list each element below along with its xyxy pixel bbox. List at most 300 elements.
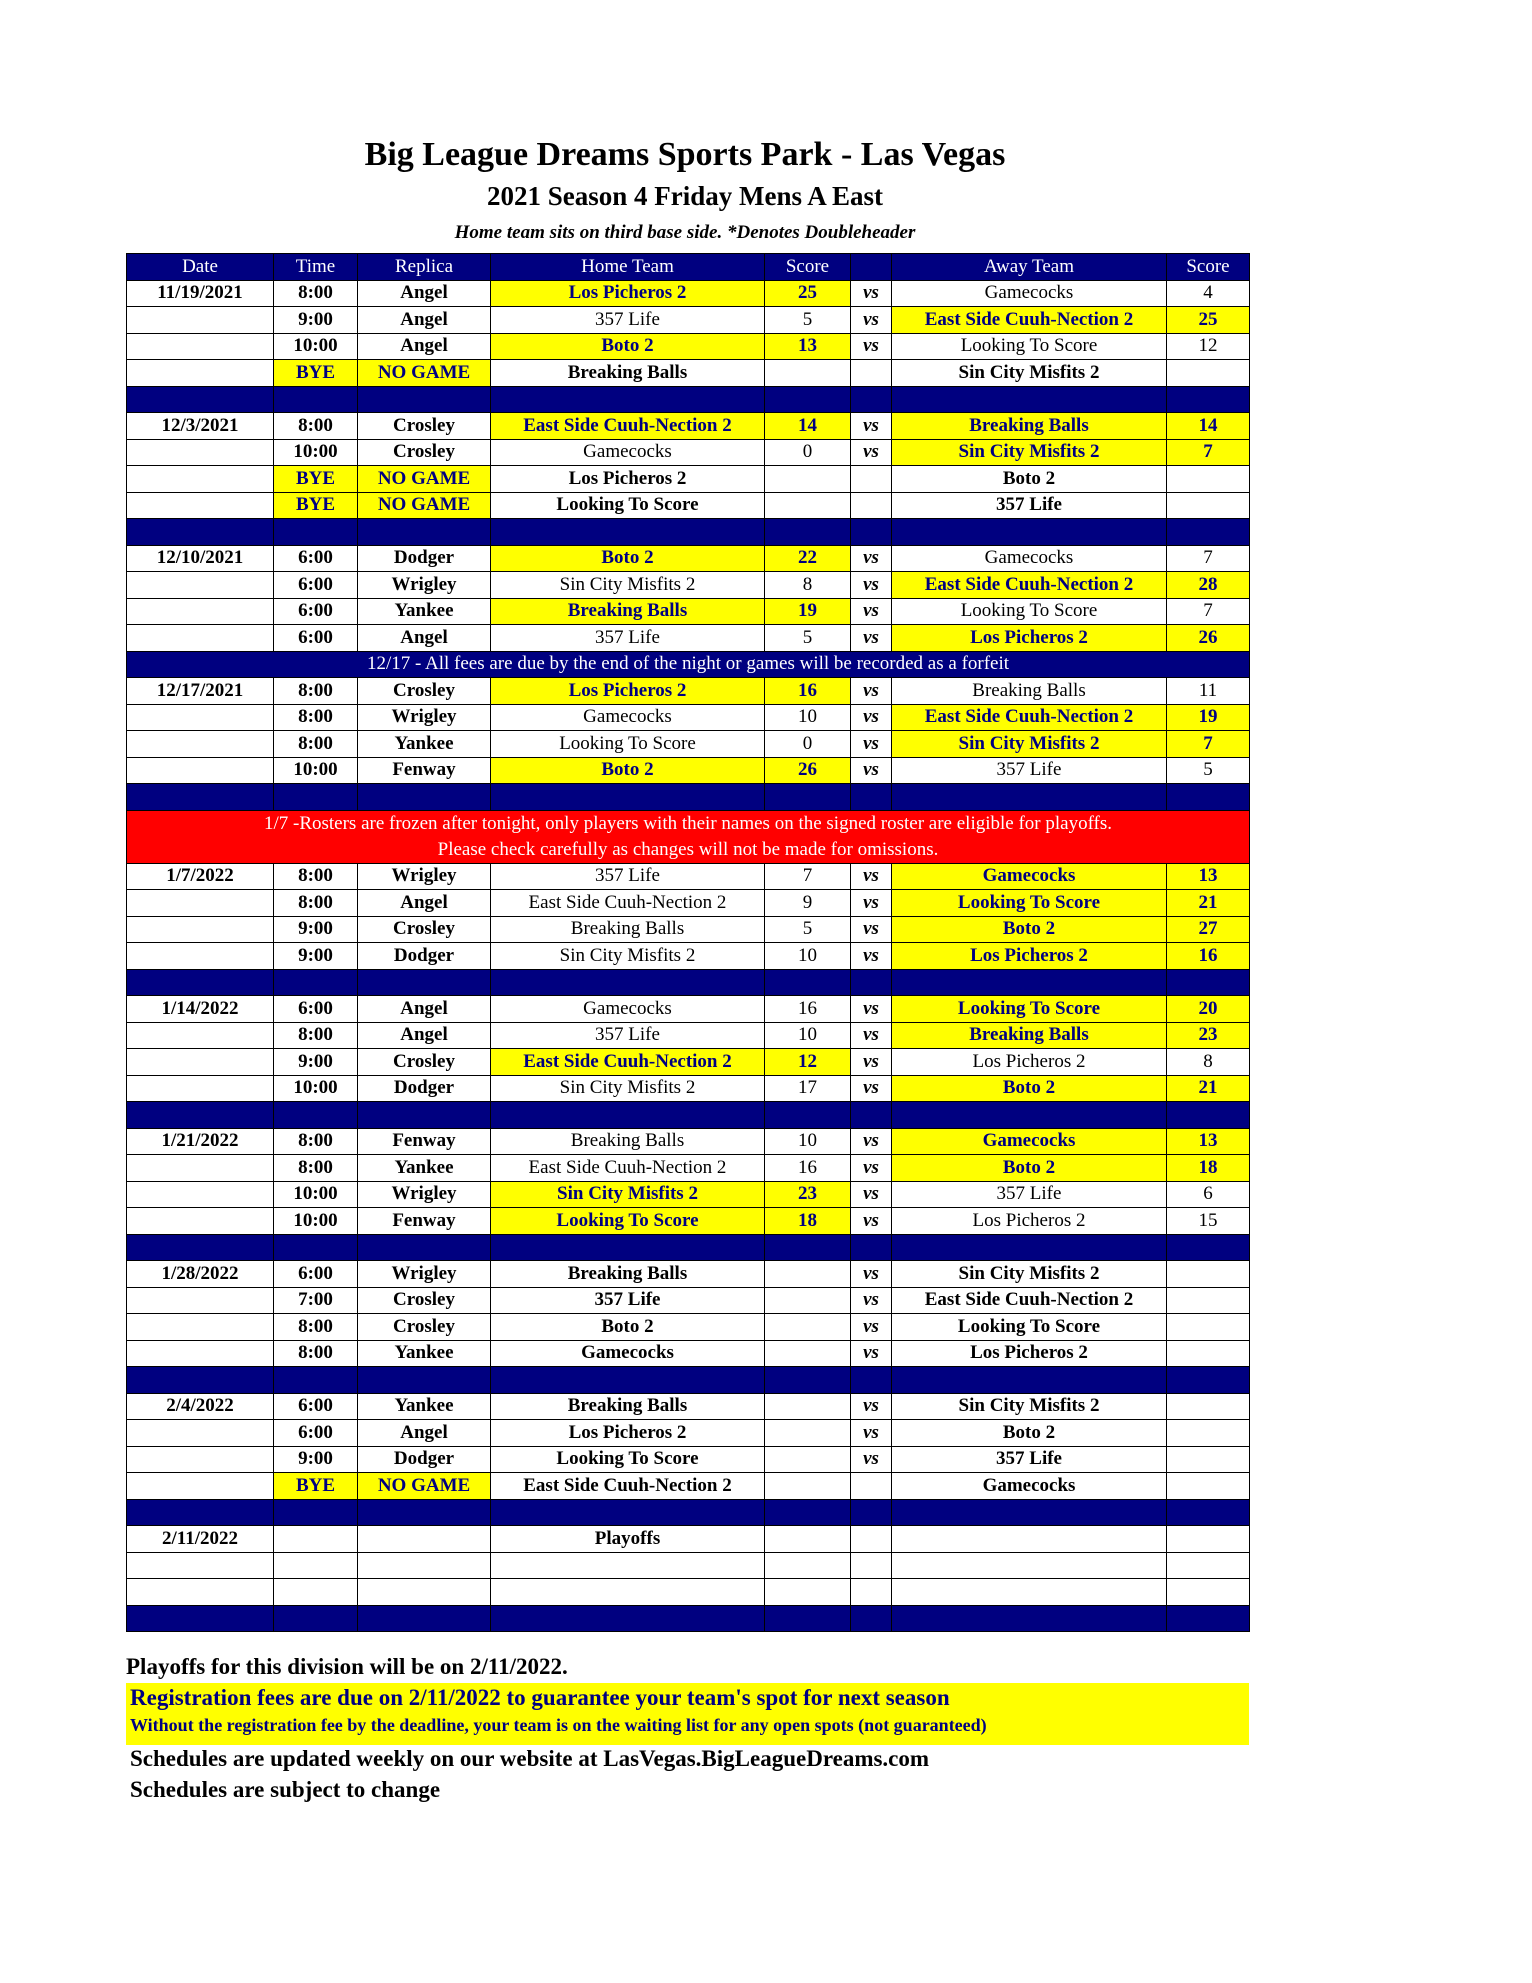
home-score: 22 [765, 545, 851, 572]
scheduled-game-row [127, 1287, 1250, 1314]
home-score: 18 [765, 1208, 851, 1235]
home-score: 0 [765, 731, 851, 758]
vs-label: vs [851, 916, 892, 943]
home-score: 13 [765, 333, 851, 360]
game-row [127, 1181, 1250, 1208]
bye-team-2: 357 Life [892, 492, 1167, 519]
home-score: 16 [765, 678, 851, 705]
game-date [127, 466, 274, 493]
empty-cell [491, 1579, 765, 1606]
playoffs-label: Playoffs [491, 1526, 765, 1553]
field-replica: Crosley [358, 678, 491, 705]
field-replica: Dodger [358, 545, 491, 572]
game-date [127, 1049, 274, 1076]
field-replica: Angel [358, 1022, 491, 1049]
home-score: 10 [765, 704, 851, 731]
empty-cell [127, 1552, 274, 1579]
home-team: East Side Cuuh-Nection 2 [491, 413, 765, 440]
separator-cell [274, 386, 358, 413]
field-replica: Angel [358, 307, 491, 334]
scheduled-game-row [127, 1314, 1250, 1341]
field-replica: Angel [358, 333, 491, 360]
vs-label: vs [851, 280, 892, 307]
schedule-change-note: Schedules are subject to change [130, 1777, 441, 1802]
playoffs-note: Playoffs for this division will be on 2/11/2022. [126, 1654, 568, 1679]
separator-cell [358, 784, 491, 811]
home-team: Boto 2 [491, 333, 765, 360]
away-team: Boto 2 [892, 1075, 1167, 1102]
field-replica: Fenway [358, 1208, 491, 1235]
week-separator-row [127, 1234, 1250, 1261]
away-team: East Side Cuuh-Nection 2 [892, 1287, 1167, 1314]
home-score: 5 [765, 307, 851, 334]
vs-label: vs [851, 757, 892, 784]
game-date: 1/7/2022 [127, 863, 274, 890]
separator-cell [127, 1499, 274, 1526]
away-score: 7 [1167, 598, 1250, 625]
vs-label: vs [851, 1340, 892, 1367]
away-team: Los Picheros 2 [892, 1208, 1167, 1235]
home-team: East Side Cuuh-Nection 2 [491, 1049, 765, 1076]
field-replica: Fenway [358, 1128, 491, 1155]
header-row [127, 254, 1250, 281]
away-team: Looking To Score [892, 996, 1167, 1023]
game-date [127, 598, 274, 625]
game-date [127, 943, 274, 970]
separator-cell [892, 1102, 1167, 1129]
col-header-away-team: Away Team [892, 254, 1167, 281]
game-row [127, 280, 1250, 307]
game-time: 6:00 [274, 1261, 358, 1288]
week-separator-row [127, 386, 1250, 413]
home-score [765, 1287, 851, 1314]
separator-cell [358, 1367, 491, 1394]
col-header-date: Date [127, 254, 274, 281]
empty-cell [851, 1579, 892, 1606]
game-date [127, 1340, 274, 1367]
away-score [1167, 1314, 1250, 1341]
home-score [765, 492, 851, 519]
home-score: 14 [765, 413, 851, 440]
away-score: 27 [1167, 916, 1250, 943]
week-separator-row [127, 1367, 1250, 1394]
game-date [127, 757, 274, 784]
field-replica: Wrigley [358, 1181, 491, 1208]
field-replica: Crosley [358, 1314, 491, 1341]
field-replica: Angel [358, 996, 491, 1023]
scheduled-game-row [127, 1261, 1250, 1288]
home-team: Breaking Balls [491, 1393, 765, 1420]
home-score [765, 1393, 851, 1420]
away-score: 13 [1167, 863, 1250, 890]
bye-team-1: Breaking Balls [491, 360, 765, 387]
game-time: 10:00 [274, 1181, 358, 1208]
fees-notice-row [127, 651, 1250, 678]
vs-label: vs [851, 1393, 892, 1420]
roster-notice-line-2: Please check carefully as changes will not be made for omissions. [437, 838, 939, 860]
field-replica: Wrigley [358, 1261, 491, 1288]
vs-label: vs [851, 413, 892, 440]
game-row [127, 863, 1250, 890]
roster-notice [127, 810, 1250, 863]
away-team: Looking To Score [892, 890, 1167, 917]
separator-cell [274, 1605, 358, 1632]
vs-label: vs [851, 678, 892, 705]
away-team: Sin City Misfits 2 [892, 1261, 1167, 1288]
vs-label: vs [851, 731, 892, 758]
game-date [127, 1075, 274, 1102]
away-team: 357 Life [892, 757, 1167, 784]
game-date [127, 1022, 274, 1049]
game-time: 7:00 [274, 1287, 358, 1314]
vs-label: vs [851, 1208, 892, 1235]
home-team: 357 Life [491, 1022, 765, 1049]
game-time: 6:00 [274, 1393, 358, 1420]
empty-cell [127, 1579, 274, 1606]
away-score: 16 [1167, 943, 1250, 970]
game-row [127, 1049, 1250, 1076]
game-date [127, 1208, 274, 1235]
away-team: Looking To Score [892, 1314, 1167, 1341]
vs-label: vs [851, 1446, 892, 1473]
field-replica: Crosley [358, 916, 491, 943]
empty-cell [274, 1579, 358, 1606]
home-team: 357 Life [491, 863, 765, 890]
separator-cell [127, 784, 274, 811]
website-note: Schedules are updated weekly on our website at LasVegas.BigLeagueDreams.com [130, 1746, 930, 1771]
game-date [127, 731, 274, 758]
separator-cell [851, 386, 892, 413]
home-score: 0 [765, 439, 851, 466]
away-score [1167, 1446, 1250, 1473]
home-team: Breaking Balls [491, 1128, 765, 1155]
away-score: 13 [1167, 1128, 1250, 1155]
field-replica: Crosley [358, 1287, 491, 1314]
away-score [1167, 1261, 1250, 1288]
separator-cell [358, 1234, 491, 1261]
col-header-replica: Replica [358, 254, 491, 281]
field-replica: Yankee [358, 1155, 491, 1182]
col-header-home-score: Score [765, 254, 851, 281]
bye-label: BYE [274, 1473, 358, 1500]
game-time: 6:00 [274, 598, 358, 625]
field-replica: Wrigley [358, 704, 491, 731]
game-time: 8:00 [274, 280, 358, 307]
game-time: 10:00 [274, 757, 358, 784]
separator-cell [127, 386, 274, 413]
separator-cell [765, 1605, 851, 1632]
separator-cell [274, 1234, 358, 1261]
empty-cell [1167, 1526, 1250, 1553]
empty-cell [358, 1552, 491, 1579]
home-team-note: Home team sits on third base side. *Denotes Doubleheader [454, 222, 916, 243]
empty-cell [892, 1579, 1167, 1606]
home-score [765, 1340, 851, 1367]
playoff-row [127, 1526, 1250, 1553]
empty-cell [892, 1552, 1167, 1579]
game-date: 1/28/2022 [127, 1261, 274, 1288]
vs-label: vs [851, 1287, 892, 1314]
game-time: 8:00 [274, 704, 358, 731]
separator-cell [274, 784, 358, 811]
away-team: Gamecocks [892, 545, 1167, 572]
game-row [127, 439, 1250, 466]
game-row [127, 704, 1250, 731]
vs-label: vs [851, 598, 892, 625]
away-team: Boto 2 [892, 1155, 1167, 1182]
away-score [1167, 1420, 1250, 1447]
game-row [127, 1208, 1250, 1235]
away-score: 14 [1167, 413, 1250, 440]
away-score: 7 [1167, 545, 1250, 572]
game-time: 6:00 [274, 1420, 358, 1447]
vs-label: vs [851, 572, 892, 599]
scheduled-game-row [127, 1340, 1250, 1367]
no-game-label: NO GAME [358, 1473, 491, 1500]
home-team: East Side Cuuh-Nection 2 [491, 1473, 765, 1500]
away-team: East Side Cuuh-Nection 2 [892, 572, 1167, 599]
scheduled-game-row [127, 1446, 1250, 1473]
game-time: 9:00 [274, 916, 358, 943]
separator-cell [765, 519, 851, 546]
separator-cell [892, 1367, 1167, 1394]
game-row [127, 413, 1250, 440]
away-team: Los Picheros 2 [892, 1049, 1167, 1076]
separator-cell [127, 1605, 274, 1632]
game-time: 10:00 [274, 1208, 358, 1235]
game-row [127, 890, 1250, 917]
home-score: 7 [765, 863, 851, 890]
home-team: Sin City Misfits 2 [491, 1181, 765, 1208]
separator-cell [765, 386, 851, 413]
game-time: 9:00 [274, 943, 358, 970]
bye-label: BYE [274, 360, 358, 387]
field-replica: Yankee [358, 598, 491, 625]
vs-label: vs [851, 863, 892, 890]
game-date: 12/10/2021 [127, 545, 274, 572]
game-row [127, 307, 1250, 334]
game-row [127, 943, 1250, 970]
away-team: Breaking Balls [892, 1022, 1167, 1049]
away-team: Looking To Score [892, 598, 1167, 625]
field-replica: Crosley [358, 413, 491, 440]
bye-label: BYE [274, 492, 358, 519]
away-score [1167, 1473, 1250, 1500]
game-row [127, 1075, 1250, 1102]
bye-team-1: Los Picheros 2 [491, 466, 765, 493]
separator-cell [892, 1499, 1167, 1526]
away-team: Gamecocks [892, 863, 1167, 890]
page-subtitle: 2021 Season 4 Friday Mens A East [486, 181, 884, 211]
separator-cell [892, 1605, 1167, 1632]
empty-cell [851, 1526, 892, 1553]
blank-row [127, 1579, 1250, 1606]
empty-cell [358, 1579, 491, 1606]
game-date [127, 890, 274, 917]
scheduled-game-row [127, 1420, 1250, 1447]
game-time: 6:00 [274, 545, 358, 572]
home-team: Los Picheros 2 [491, 1420, 765, 1447]
separator-cell [892, 519, 1167, 546]
field-replica: Yankee [358, 1393, 491, 1420]
separator-cell [491, 1605, 765, 1632]
away-team: Boto 2 [892, 916, 1167, 943]
separator-cell [892, 1234, 1167, 1261]
separator-cell [491, 784, 765, 811]
home-team: Sin City Misfits 2 [491, 1075, 765, 1102]
home-team: Boto 2 [491, 757, 765, 784]
game-row [127, 731, 1250, 758]
away-team: Sin City Misfits 2 [892, 731, 1167, 758]
blank-row [127, 1552, 1250, 1579]
game-time: 9:00 [274, 1049, 358, 1076]
separator-cell [851, 969, 892, 996]
field-replica: Yankee [358, 1340, 491, 1367]
separator-cell [491, 519, 765, 546]
game-time: 6:00 [274, 996, 358, 1023]
page-title: Big League Dreams Sports Park - Las Vegas [364, 136, 1006, 173]
home-team: Boto 2 [491, 545, 765, 572]
field-replica: Crosley [358, 439, 491, 466]
away-team: Gamecocks [892, 280, 1167, 307]
empty-cell [1167, 1552, 1250, 1579]
away-score: 12 [1167, 333, 1250, 360]
home-team: Looking To Score [491, 1446, 765, 1473]
separator-cell [765, 1102, 851, 1129]
home-team: Gamecocks [491, 439, 765, 466]
game-time [274, 1526, 358, 1553]
home-team: 357 Life [491, 625, 765, 652]
away-score: 21 [1167, 1075, 1250, 1102]
home-team: Los Picheros 2 [491, 678, 765, 705]
game-date [127, 1181, 274, 1208]
game-row [127, 916, 1250, 943]
home-team: 357 Life [491, 1287, 765, 1314]
away-score: 20 [1167, 996, 1250, 1023]
separator-cell [358, 386, 491, 413]
separator-cell [1167, 1605, 1250, 1632]
game-date [127, 360, 274, 387]
separator-cell [1167, 1102, 1250, 1129]
separator-cell [358, 1605, 491, 1632]
away-score: 5 [1167, 757, 1250, 784]
away-score: 11 [1167, 678, 1250, 705]
game-time: 10:00 [274, 439, 358, 466]
vs-label: vs [851, 1155, 892, 1182]
field-replica: Dodger [358, 1075, 491, 1102]
registration-note: Registration fees are due on 2/11/2022 to guarantee your team's spot for next season [130, 1685, 950, 1710]
game-time: 8:00 [274, 1128, 358, 1155]
week-separator-row [127, 784, 1250, 811]
separator-cell [851, 1102, 892, 1129]
home-score: 16 [765, 1155, 851, 1182]
away-score [1167, 1393, 1250, 1420]
vs-label: vs [851, 943, 892, 970]
game-date [127, 572, 274, 599]
vs-label [851, 360, 892, 387]
schedule-table [126, 253, 1250, 1632]
game-row [127, 598, 1250, 625]
home-score: 10 [765, 1128, 851, 1155]
col-header-home-team: Home Team [491, 254, 765, 281]
home-team: Gamecocks [491, 996, 765, 1023]
separator-cell [851, 1605, 892, 1632]
no-game-label: NO GAME [358, 492, 491, 519]
away-score: 25 [1167, 307, 1250, 334]
separator-cell [1167, 1367, 1250, 1394]
away-team: Los Picheros 2 [892, 1340, 1167, 1367]
separator-cell [892, 386, 1167, 413]
away-score [1167, 492, 1250, 519]
game-date [127, 307, 274, 334]
separator-cell [274, 1367, 358, 1394]
field-replica: Angel [358, 280, 491, 307]
separator-cell [127, 1234, 274, 1261]
away-team: Gamecocks [892, 1473, 1167, 1500]
home-score: 5 [765, 916, 851, 943]
empty-cell [765, 1526, 851, 1553]
away-score: 21 [1167, 890, 1250, 917]
week-separator-row [127, 1102, 1250, 1129]
game-date: 1/21/2022 [127, 1128, 274, 1155]
home-team: Sin City Misfits 2 [491, 943, 765, 970]
away-team: 357 Life [892, 1181, 1167, 1208]
game-time: 8:00 [274, 1340, 358, 1367]
vs-label: vs [851, 1314, 892, 1341]
away-team: Gamecocks [892, 1128, 1167, 1155]
separator-cell [851, 1367, 892, 1394]
vs-label: vs [851, 890, 892, 917]
separator-cell [765, 1499, 851, 1526]
separator-cell [358, 519, 491, 546]
separator-cell [274, 1102, 358, 1129]
separator-cell [1167, 969, 1250, 996]
bye-team-2: Sin City Misfits 2 [892, 360, 1167, 387]
home-team: East Side Cuuh-Nection 2 [491, 890, 765, 917]
separator-cell [127, 519, 274, 546]
game-date [127, 1314, 274, 1341]
separator-cell [127, 1102, 274, 1129]
game-date: 12/3/2021 [127, 413, 274, 440]
vs-label: vs [851, 996, 892, 1023]
vs-label: vs [851, 1128, 892, 1155]
col-header-vs [851, 254, 892, 281]
away-score [1167, 1287, 1250, 1314]
game-row [127, 996, 1250, 1023]
bye-team-1: Looking To Score [491, 492, 765, 519]
game-time: 8:00 [274, 1155, 358, 1182]
game-time: 6:00 [274, 625, 358, 652]
separator-cell [127, 1367, 274, 1394]
vs-label: vs [851, 307, 892, 334]
vs-label: vs [851, 333, 892, 360]
separator-cell [851, 784, 892, 811]
game-date [127, 704, 274, 731]
separator-cell [274, 1499, 358, 1526]
empty-cell [765, 1552, 851, 1579]
home-score: 25 [765, 280, 851, 307]
away-team: Breaking Balls [892, 678, 1167, 705]
game-time: 9:00 [274, 307, 358, 334]
game-row [127, 757, 1250, 784]
home-score: 8 [765, 572, 851, 599]
home-team: Sin City Misfits 2 [491, 572, 765, 599]
game-time: 8:00 [274, 890, 358, 917]
game-row [127, 1128, 1250, 1155]
separator-cell [127, 969, 274, 996]
home-score: 17 [765, 1075, 851, 1102]
game-time: 8:00 [274, 863, 358, 890]
